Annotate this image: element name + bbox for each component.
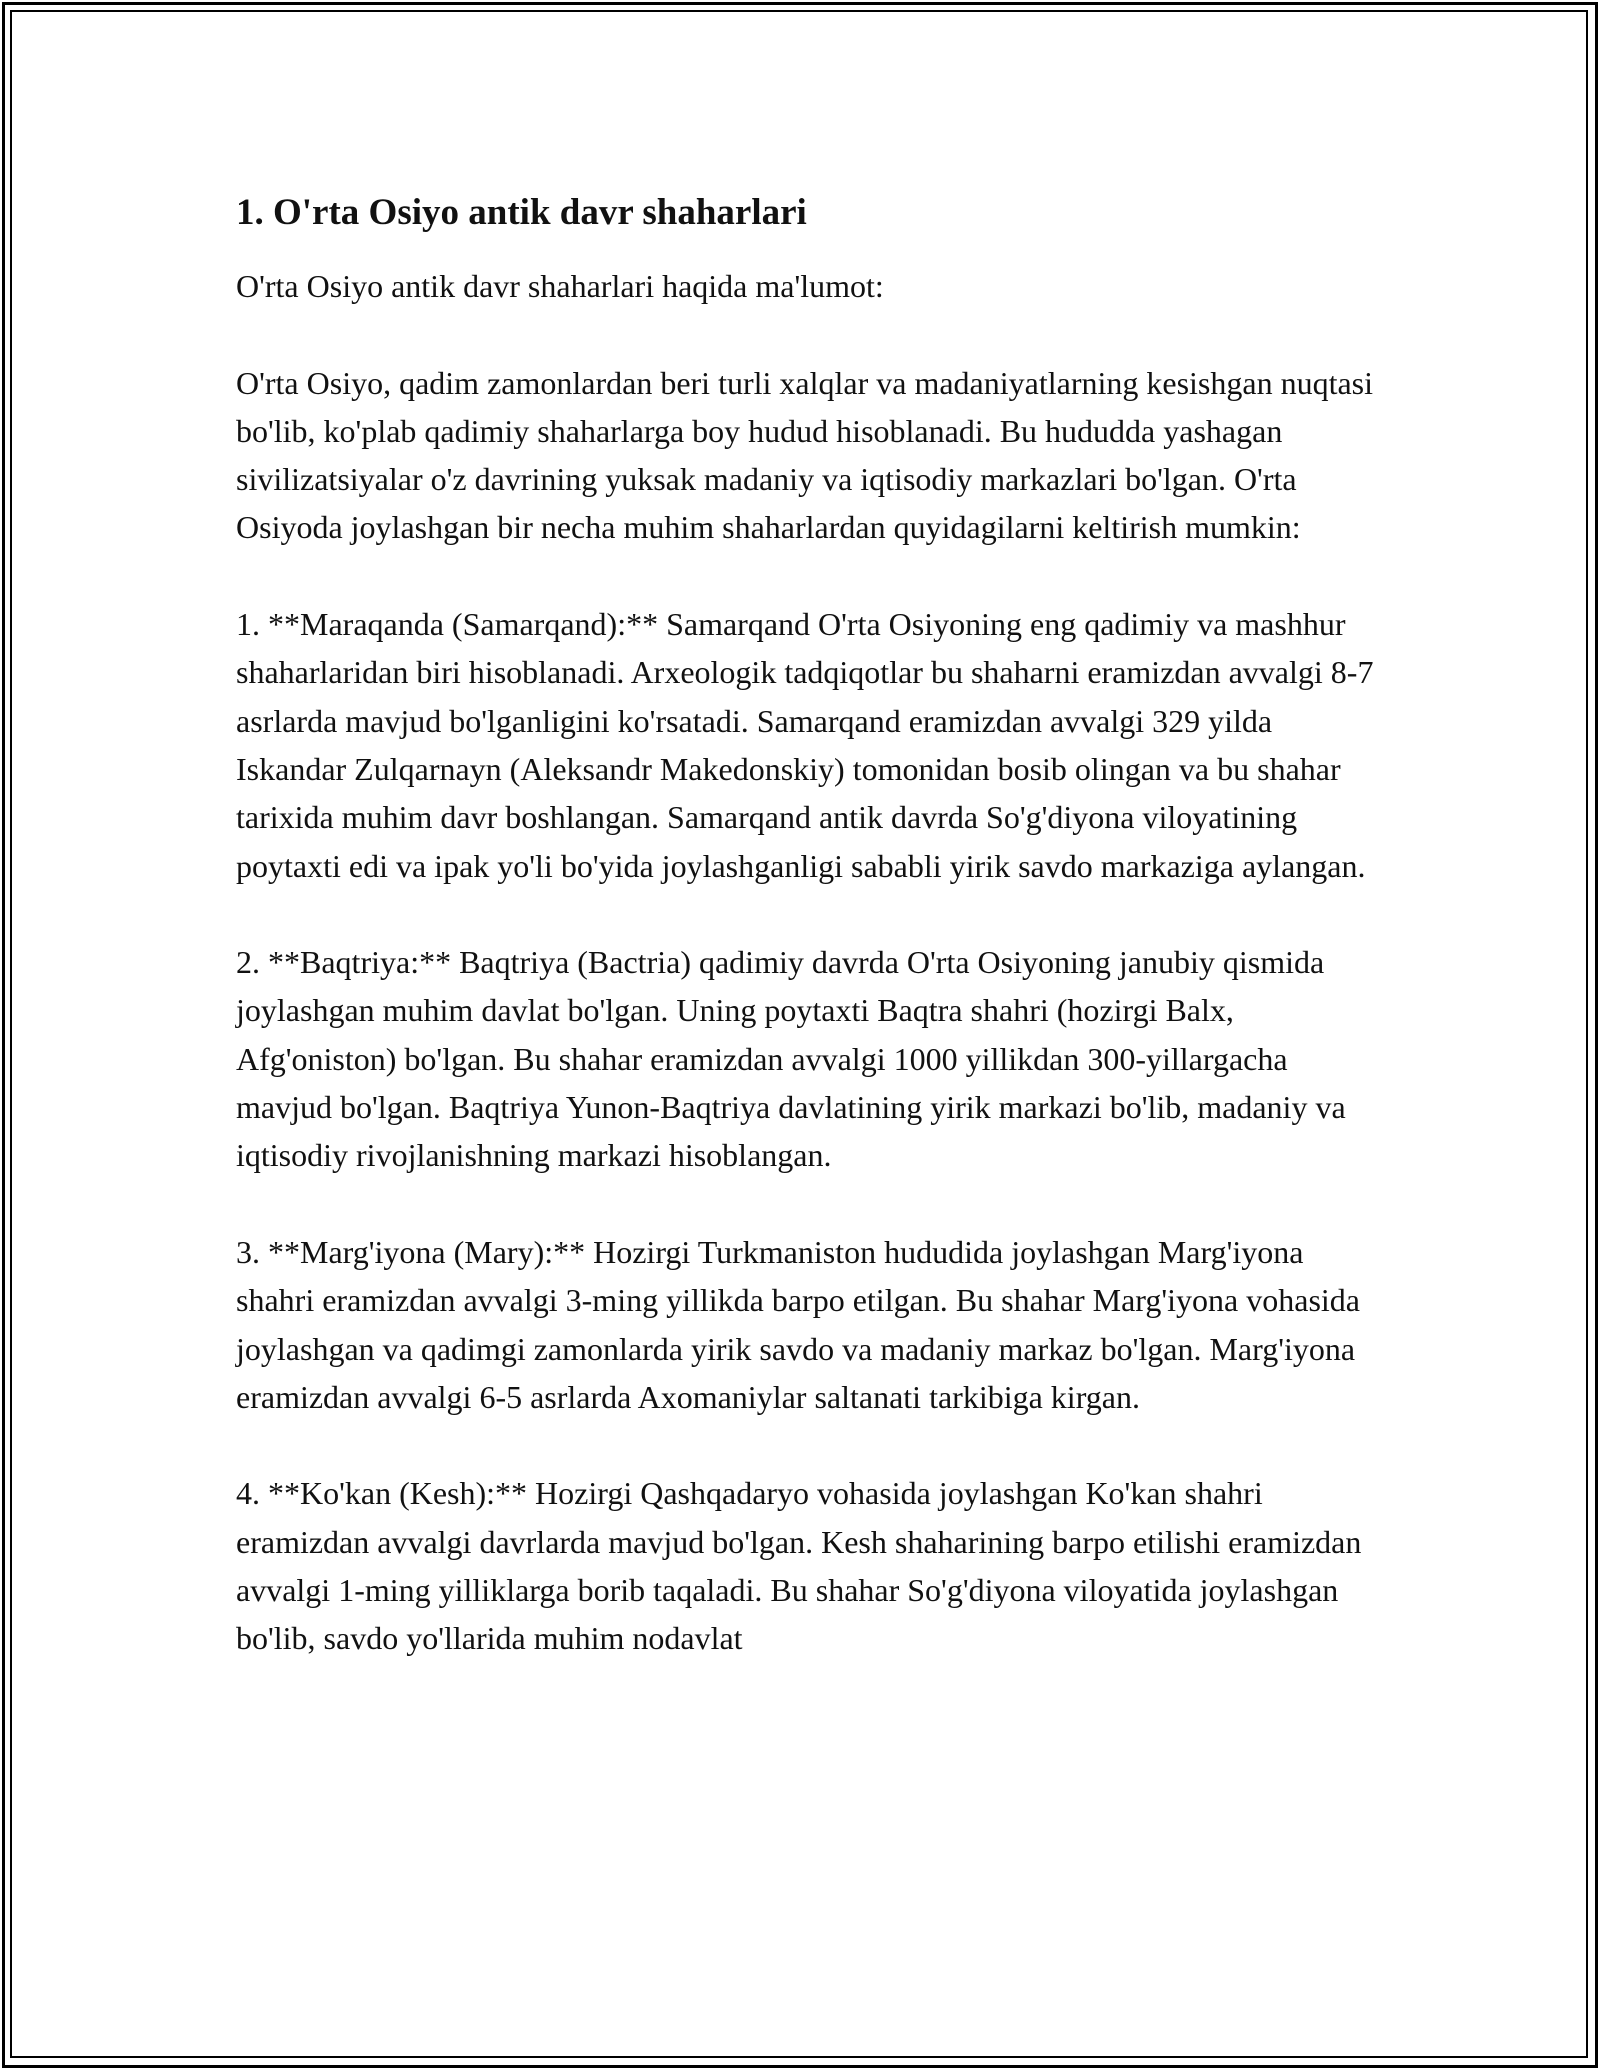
document-body [236, 188, 1376, 1711]
document-title: 1. O'rta Osiyo antik davr shaharlari [236, 192, 807, 233]
baqtriya-paragraph: 2. **Baqtriya:** Baqtriya (Bactria) qadimiy davrda O'rta Osiyoning janubiy qismida joylashgan muhim davlat bo'lgan. Uning poytaxti Baqtra shahri (hozirgi Balx, Afg'oniston) bo'lgan. Bu shahar eramizdan avvalgi 1000 yillikdan 300-yillargacha mavjud bo'lgan. Baqtriya Yunon-Baqtriya davlatining yirik markazi bo'lib, madaniy va iqtisodiy rivojlanishning markazi hisoblangan. [236, 944, 1346, 1174]
maraqanda-paragraph: 1. **Maraqanda (Samarqand):** Samarqand O'rta Osiyoning eng qadimiy va mashhur shaharlaridan biri hisoblanadi. Arxeologik tadqiqotlar bu shaharni eramizdan avvalgi 8-7 asrlarda mavjud bo'lganligini ko'rsatadi. Samarqand eramizdan avvalgi 329 yilda Iskandar Zulqarnayn (Aleksandr Makedonskiy) tomonidan bosib olingan va bu shahar tarixida muhim davr boshlangan. Samarqand antik davrda So'g'diyona viloyatining poytaxti edi va ipak yo'li bo'yida joylashganligi sababli yirik savdo markaziga aylangan. [236, 606, 1374, 884]
margiyona-paragraph: 3. **Marg'iyona (Mary):** Hozirgi Turkmaniston hududida joylashgan Marg'iyona shahri eramizdan avvalgi 3-ming yillikda barpo etilgan. Bu shahar Marg'iyona vohasida joylashgan va qadimgi zamonlarda yirik savdo va madaniy markaz bo'lgan. Marg'iyona eramizdan avvalgi 6-5 asrlarda Axomaniylar saltanati tarkibiga kirgan. [236, 1233, 1360, 1415]
intro-paragraph: O'rta Osiyo antik davr shaharlari haqida ma'lumot: [236, 268, 884, 304]
overview-paragraph: O'rta Osiyo, qadim zamonlardan beri turli xalqlar va madaniyatlarning kesishgan nuqtasi bo'lib, ko'plab qadimiy shaharlarga boy hudud hisoblanadi. Bu hududda yashagan sivilizatsiyalar o'z davrining yuksak madaniy va iqtisodiy markazlari bo'lgan. O'rta Osiyoda joylashgan bir necha muhim shaharlardan quyidagilarni keltirish mumkin: [236, 364, 1373, 546]
kokan-paragraph: 4. **Ko'kan (Kesh):** Hozirgi Qashqadaryo vohasida joylashgan Ko'kan shahri eramizdan avvalgi davrlarda mavjud bo'lgan. Kesh shaharining barpo etilishi eramizdan avvalgi 1-ming yilliklarga borib taqaladi. Bu shahar So'g'diyona viloyatida joylashgan bo'lib, savdo yo'llarida muhim nodavlat [236, 1475, 1362, 1657]
